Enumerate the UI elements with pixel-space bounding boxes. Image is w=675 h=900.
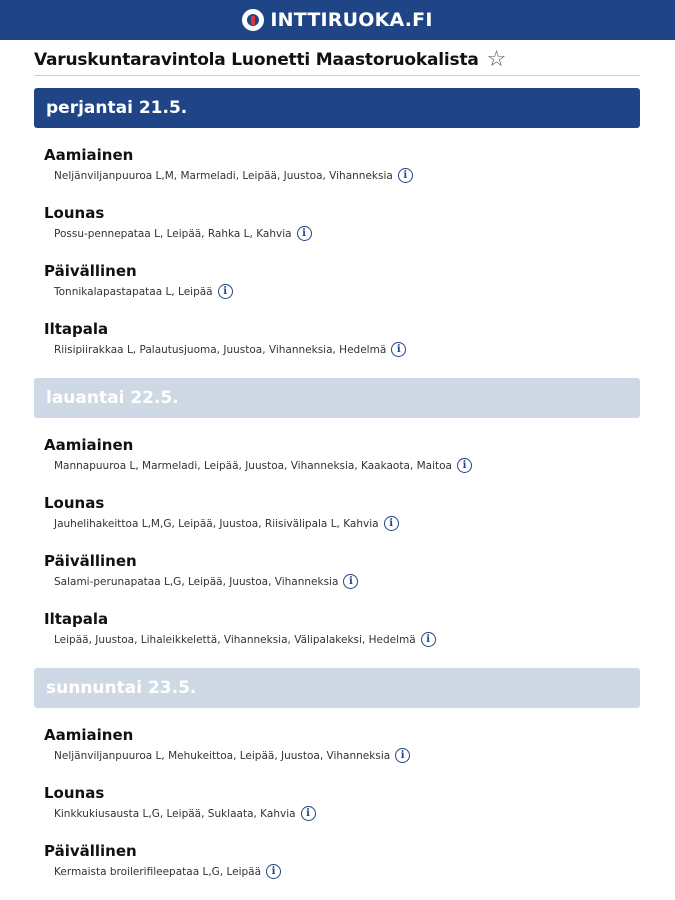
meal-name: Lounas bbox=[44, 204, 105, 222]
meal-items bbox=[54, 806, 316, 821]
info-icon[interactable]: i bbox=[421, 632, 436, 647]
meal-item bbox=[34, 592, 640, 650]
info-icon[interactable]: i bbox=[343, 574, 358, 589]
meal-items-text: Kinkkukiusausta L,G, Leipää, Suklaata, Kahvia bbox=[54, 807, 296, 820]
day-header[interactable]: sunnuntai 23.5. bbox=[34, 668, 640, 708]
meal-items-text: Leipää, Juustoa, Lihaleikkelettä, Vihanneksia, Välipalakeksi, Hedelmä bbox=[54, 633, 416, 646]
brand-logo-icon bbox=[242, 9, 264, 31]
star-outline-icon[interactable]: ☆ bbox=[486, 46, 507, 72]
meal-name: Iltapala bbox=[44, 610, 109, 628]
meal-items bbox=[54, 226, 312, 241]
top-bar bbox=[0, 0, 675, 40]
meal-items-text: Salami-perunapataa L,G, Leipää, Juustoa, Vihanneksia bbox=[54, 575, 339, 588]
meal-item bbox=[34, 128, 640, 186]
info-icon[interactable]: i bbox=[301, 806, 316, 821]
meal-item bbox=[34, 418, 640, 476]
info-icon[interactable]: i bbox=[398, 168, 413, 183]
meal-items-text: Jauhelihakeittoa L,M,G, Leipää, Juustoa, Riisivälipala L, Kahvia bbox=[54, 517, 379, 530]
meal-item bbox=[34, 476, 640, 534]
meal-items-text: Mannapuuroa L, Marmeladi, Leipää, Juustoa, Vihanneksia, Kaakaota, Maitoa bbox=[54, 459, 452, 472]
info-icon[interactable]: i bbox=[384, 516, 399, 531]
meal-items bbox=[54, 168, 413, 183]
meal-items-text: Kermaista broilerifileepataa L,G, Leipää bbox=[54, 865, 262, 878]
meal-items-text: Neljänviljanpuuroa L,M, Marmeladi, Leipää, Juustoa, Vihanneksia bbox=[54, 169, 393, 182]
meal-item bbox=[34, 302, 640, 360]
day-section bbox=[34, 668, 640, 882]
meal-item bbox=[34, 186, 640, 244]
day-header[interactable]: lauantai 22.5. bbox=[34, 378, 640, 418]
meal-name: Päivällinen bbox=[44, 842, 137, 860]
info-icon[interactable]: i bbox=[218, 284, 233, 299]
meal-items bbox=[54, 748, 410, 763]
meal-name: Lounas bbox=[44, 494, 105, 512]
meal-name: Iltapala bbox=[44, 320, 109, 338]
page-header bbox=[34, 44, 640, 76]
meal-name: Päivällinen bbox=[44, 262, 137, 280]
meal-items bbox=[54, 574, 358, 589]
day-header[interactable]: perjantai 21.5. bbox=[34, 88, 640, 128]
meal-item bbox=[34, 534, 640, 592]
info-icon[interactable]: i bbox=[391, 342, 406, 357]
meal-item bbox=[34, 766, 640, 824]
brand-name: INTTIRUOKA.FI bbox=[270, 9, 433, 31]
info-icon[interactable]: i bbox=[395, 748, 410, 763]
meal-name: Päivällinen bbox=[44, 552, 137, 570]
meal-items-text: Tonnikalapastapataa L, Leipää bbox=[54, 285, 213, 298]
meal-items bbox=[54, 458, 472, 473]
meal-items-text: Neljänviljanpuuroa L, Mehukeittoa, Leipää, Juustoa, Vihanneksia bbox=[54, 749, 391, 762]
info-icon[interactable]: i bbox=[266, 864, 281, 879]
meal-items-text: Riisipiirakkaa L, Palautusjuoma, Juustoa, Vihanneksia, Hedelmä bbox=[54, 343, 387, 356]
meal-item bbox=[34, 244, 640, 302]
day-section bbox=[34, 378, 640, 650]
meal-name: Aamiainen bbox=[44, 726, 134, 744]
meal-item bbox=[34, 824, 640, 882]
meal-items bbox=[54, 342, 406, 357]
meal-items bbox=[54, 284, 233, 299]
page-title: Varuskuntaravintola Luonetti Maastoruokalista bbox=[34, 49, 479, 70]
info-icon[interactable]: i bbox=[457, 458, 472, 473]
info-icon[interactable]: i bbox=[297, 226, 312, 241]
meal-items bbox=[54, 864, 281, 879]
meal-name: Aamiainen bbox=[44, 436, 134, 454]
meal-name: Lounas bbox=[44, 784, 105, 802]
meal-items bbox=[54, 632, 436, 647]
meal-name: Aamiainen bbox=[44, 146, 134, 164]
meal-items-text: Possu-pennepataa L, Leipää, Rahka L, Kahvia bbox=[54, 227, 292, 240]
brand-link[interactable] bbox=[242, 9, 432, 31]
day-section bbox=[34, 88, 640, 360]
meal-items bbox=[54, 516, 399, 531]
meal-item bbox=[34, 708, 640, 766]
